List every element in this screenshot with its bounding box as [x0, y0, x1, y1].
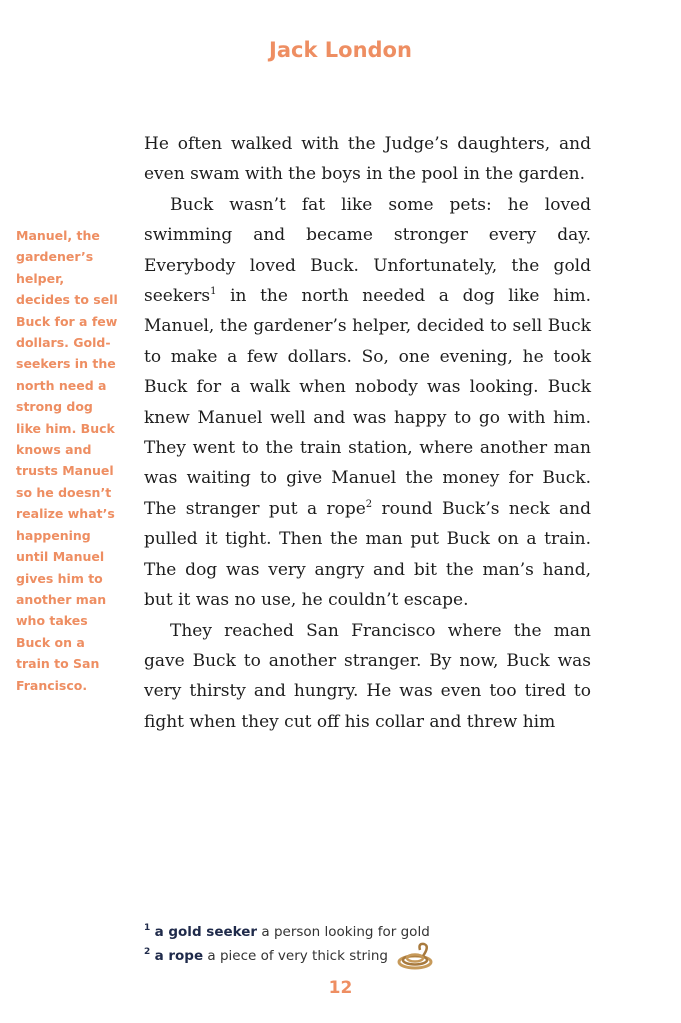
footnote-1-term: a gold seeker	[154, 924, 258, 940]
rope-icon	[396, 942, 434, 976]
paragraph-3: They reached San Francisco where the man gave Buck to another stranger. By now, Buck was very thirsty and hungry. He was even too tired to fight when they cut off his collar and threw him	[144, 620, 591, 732]
footnote-ref-2: 2	[365, 498, 373, 510]
paragraph-2	[144, 190, 591, 616]
footnote-1-number: 1	[144, 923, 151, 933]
footnote-2-term: a rope	[154, 948, 204, 964]
footnote-1	[144, 918, 564, 942]
page-number: 12	[328, 978, 353, 998]
page-header-author: Jack London	[269, 38, 412, 62]
footnote-2-definition: a piece of very thick string	[207, 948, 388, 964]
margin-summary: Manuel, the gardener’s helper, decides to sell Buck for a few dollars. Gold-seekers in the north need a strong dog like him. Buck knows and trusts Manuel so he doesn’t realize what’s happening until Manuel gives him to another man who takes Buck on a train to San Francisco.	[16, 228, 118, 693]
paragraph-2-part-c: round Buck’s neck and pulled it tight. Then the man put Buck on a train. The dog was very angry and bit the man’s hand, but it was no use, he couldn’t escape.	[144, 498, 592, 611]
footnotes	[144, 918, 564, 976]
footnote-2	[144, 942, 564, 976]
footnote-1-definition: a person looking for gold	[261, 924, 430, 940]
footnote-2-number: 2	[144, 947, 151, 957]
footnote-ref-1: 1	[210, 286, 217, 298]
paragraph-2-part-b: in the north needed a dog like him. Manuel, the gardener’s helper, decided to sell Buck to make a few dollars. So, one evening, he took Buck for a walk when nobody was looking. Buck knew Manuel well and was happy to go with him. They went to the train station, where another man was waiting to give Manuel the money for Buck. The stranger put a rope	[144, 286, 591, 519]
paragraph-1: He often walked with the Judge’s daughters, and even swam with the boys in the pool in the garden.	[144, 134, 591, 185]
paragraph-2-part-a: Buck wasn’t fat like some pets: he loved swimming and became stronger every day. Everybody loved Buck. Unfortunately, the gold seekers	[144, 194, 591, 307]
main-text	[144, 129, 591, 737]
